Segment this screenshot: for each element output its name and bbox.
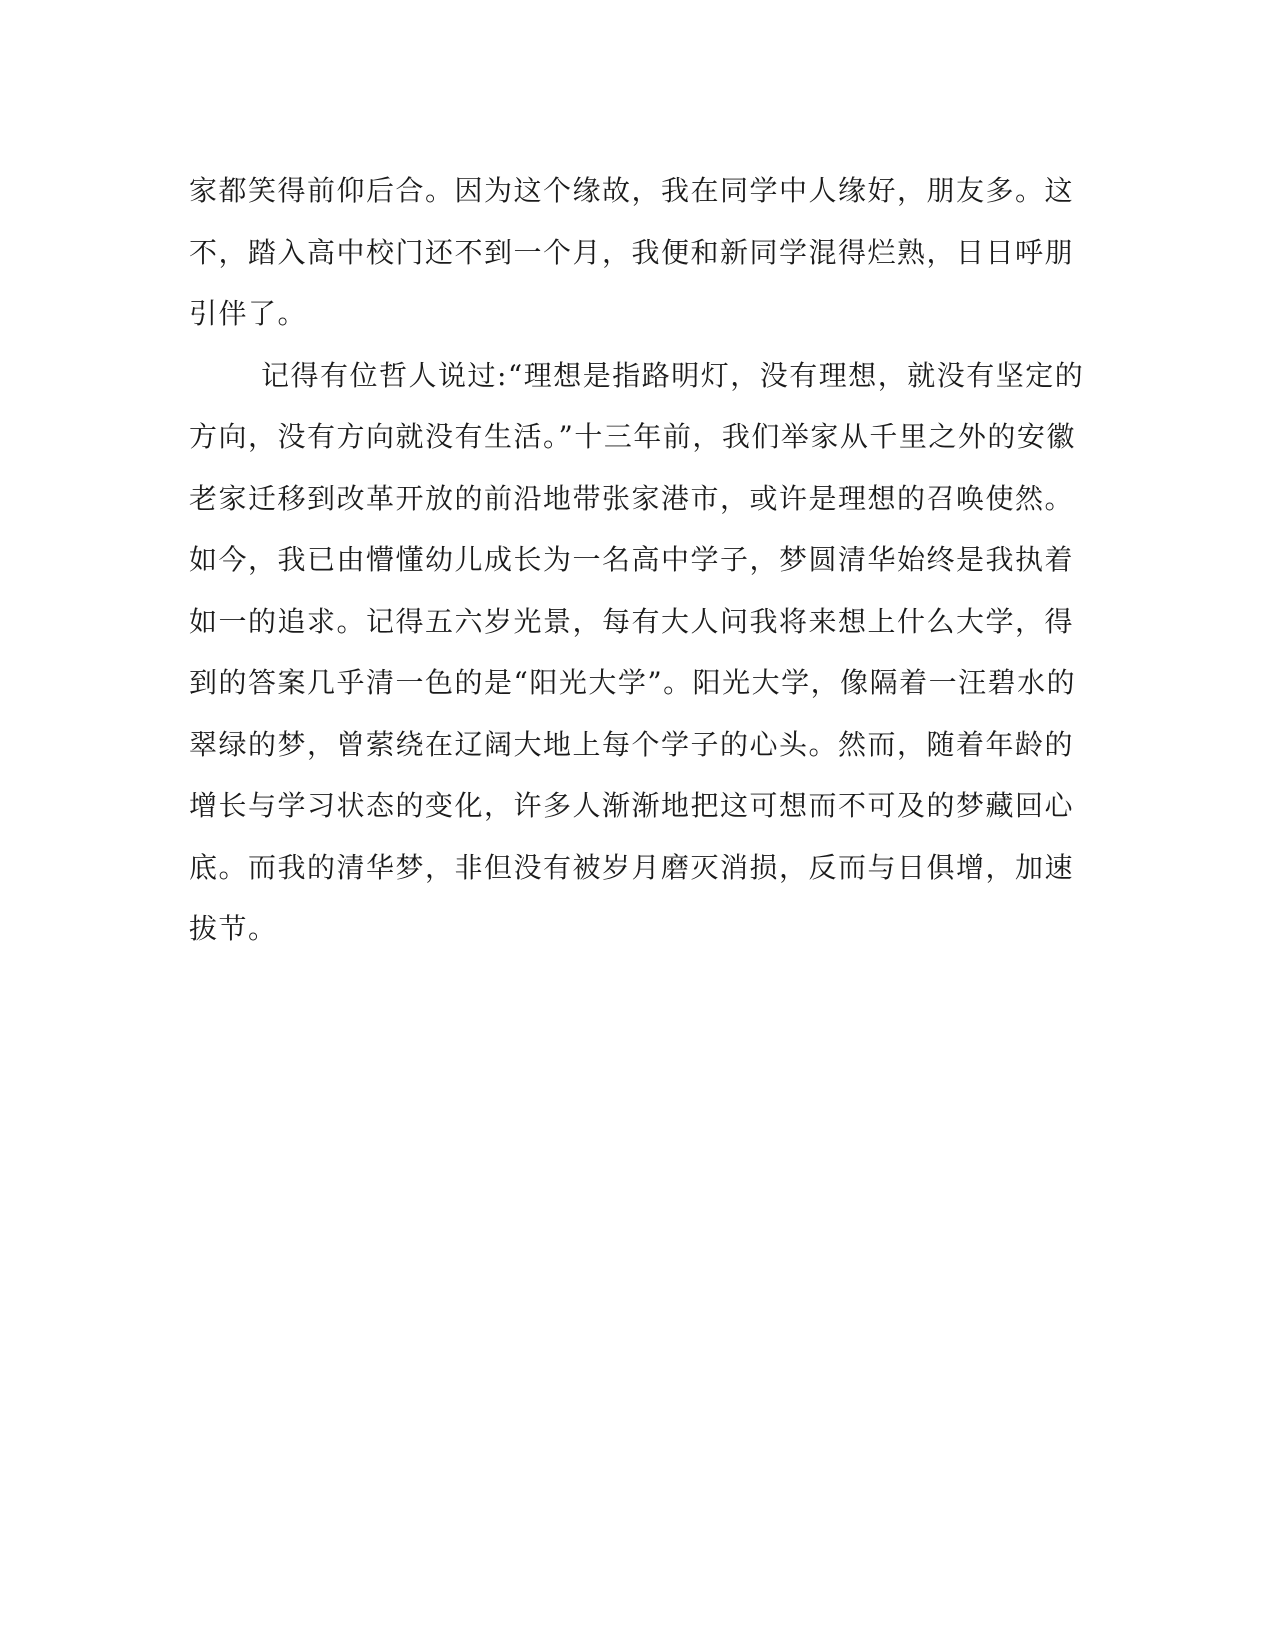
text-line: 增长与学习状态的变化，许多人渐渐地把这可想而不可及的梦藏回心 [189,789,1075,822]
text-line: 老家迁移到改革开放的前沿地带张家港市，或许是理想的召唤使然。 [189,481,1075,515]
text-line: 方向，没有方向就没有生活。”十三年前，我们举家从千里之外的安徽 [189,420,1076,453]
text-line: 家都笑得前仰后合。因为这个缘故，我在同学中人缘好，朋友多。这 [189,174,1075,207]
text-line: 如今，我已由懵懂幼儿成长为一名高中学子，梦圆清华始终是我执着 [189,543,1075,576]
text-line: 到的答案几乎清一色的是“阳光大学”。阳光大学，像隔着一汪碧水的 [189,666,1077,699]
body-text [189,160,1085,960]
text-line: 如一的追求。记得五六岁光景，每有大人问我将来想上什么大学，得 [189,604,1075,638]
text-line: 拔节。 [189,912,278,945]
text-line: 底。而我的清华梦，非但没有被岁月磨灭消损，反而与日俱增，加速 [189,850,1075,884]
text-line: 不，踏入高中校门还不到一个月，我便和新同学混得烂熟，日日呼朋 [189,235,1075,269]
text-line-paragraph-start: 记得有位哲人说过:“理想是指路明灯，没有理想，就没有坚定的 [261,358,1085,392]
text-line: 翠绿的梦，曾萦绕在辽阔大地上每个学子的心头。然而，随着年龄的 [189,727,1075,761]
text-line: 引伴了。 [189,297,308,330]
